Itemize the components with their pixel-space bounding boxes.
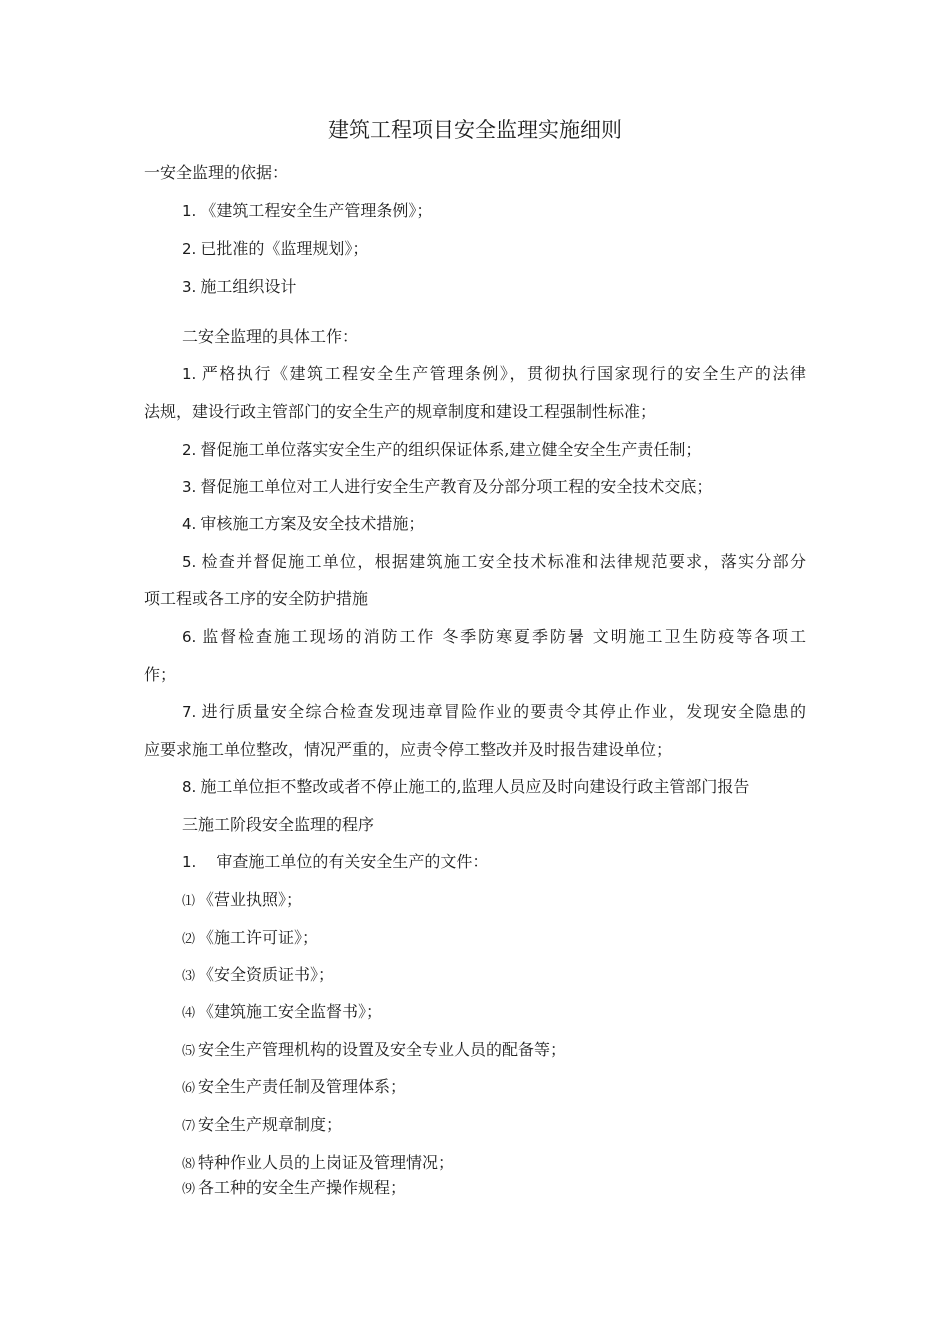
item-text: 督促施工单位落实安全生产的组织保证体系,建立健全安全生产责任制； [200,440,702,459]
item-text: 监督检查施工现场的消防工作 冬季防寒夏季防暑 文明施工卫生防疫等各项工 [200,627,806,646]
item-number: 1. [182,202,197,220]
item-text: 审查施工单位的有关安全生产的文件： [216,852,489,871]
sub-item-number: ⑸ [182,1044,196,1059]
sub-item [182,1040,566,1062]
item-number: 2. [182,441,197,459]
item-text: 施工组织设计 [200,277,297,296]
item-number: 4. [182,515,197,533]
sub-item-number: ⑶ [182,969,196,984]
sub-item [182,965,334,987]
sub-item-text: 《安全资质证书》； [198,965,335,984]
section-heading: 二安全监理的具体工作： [182,327,359,346]
sub-item-text: 特种作业人员的上岗证及管理情况； [198,1153,455,1172]
list-item [182,239,368,259]
sub-item [182,1178,406,1200]
sub-item [182,1077,406,1099]
sub-item-text: 安全生产管理机构的设置及安全专业人员的配备等； [198,1040,567,1059]
sub-item-number: ⑻ [182,1157,196,1172]
list-item [182,277,296,297]
section-heading: 三施工阶段安全监理的程序 [182,815,375,834]
list-item [182,702,806,722]
item-number: 1. [182,365,197,383]
sub-item-text: 《营业执照》； [198,890,303,909]
sub-item [182,1153,454,1175]
item-text: 严格执行《建筑工程安全生产管理条例》，贯彻执行国家现行的安全生产的法律 [200,364,806,383]
sub-item-number: ⑴ [182,894,196,909]
sub-item-number: ⑼ [182,1182,196,1197]
item-number: 8. [182,778,197,796]
item-number: 7. [182,703,197,721]
item-continuation: 项工程或各工序的安全防护措施 [144,589,369,608]
list-item [182,440,701,460]
item-text: 《建筑工程安全生产管理条例》； [200,201,433,220]
item-text: 督促施工单位对工人进行安全生产教育及分部分项工程的安全技术交底； [200,477,713,496]
sub-item-text: 《施工许可证》； [198,928,319,947]
item-continuation: 应要求施工单位整改，情况严重的，应责令停工整改并及时报告建设单位； [144,740,673,759]
sub-item-text: 各工种的安全生产操作规程； [198,1178,407,1197]
section-heading: 一安全监理的依据： [144,163,289,182]
page-title: 建筑工程项目安全监理实施细则 [328,118,622,142]
sub-item-number: ⑺ [182,1119,196,1134]
sub-item [182,928,318,950]
sub-item [182,890,302,912]
list-item [182,852,488,872]
item-continuation: 作； [144,665,177,684]
sub-item [182,1002,382,1024]
item-text: 进行质量安全综合检查发现违章冒险作业的要责令其停止作业，发现安全隐患的 [200,702,806,721]
list-item [182,777,749,797]
item-number: 5. [182,553,197,571]
item-text: 检查并督促施工单位，根据建筑施工安全技术标准和法律规范要求，落实分部分 [200,552,806,571]
sub-item-text: 安全生产责任制及管理体系； [198,1077,407,1096]
sub-item-text: 《建筑施工安全监督书》； [198,1002,383,1021]
item-text: 施工单位拒不整改或者不停止施工的,监理人员应及时向建设行政主管部门报告 [200,777,750,796]
sub-item [182,1115,342,1137]
item-number: 2. [182,240,197,258]
sub-item-number: ⑹ [182,1081,196,1096]
sub-item-number: ⑷ [182,1006,196,1021]
list-item [182,627,806,647]
sub-item-number: ⑵ [182,932,196,947]
sub-item-text: 安全生产规章制度； [198,1115,343,1134]
item-continuation: 法规，建设行政主管部门的安全生产的规章制度和建设工程强制性标准； [144,402,657,421]
item-text: 已批准的《监理规划》； [200,239,369,258]
item-number: 3. [182,478,197,496]
item-number: 1. [182,853,197,871]
list-item [182,514,424,534]
list-item [182,201,432,221]
list-item [182,477,712,497]
list-item [182,364,806,384]
item-text: 审核施工方案及安全技术措施； [200,514,425,533]
item-number: 3. [182,278,197,296]
list-item [182,552,806,572]
item-number: 6. [182,628,197,646]
